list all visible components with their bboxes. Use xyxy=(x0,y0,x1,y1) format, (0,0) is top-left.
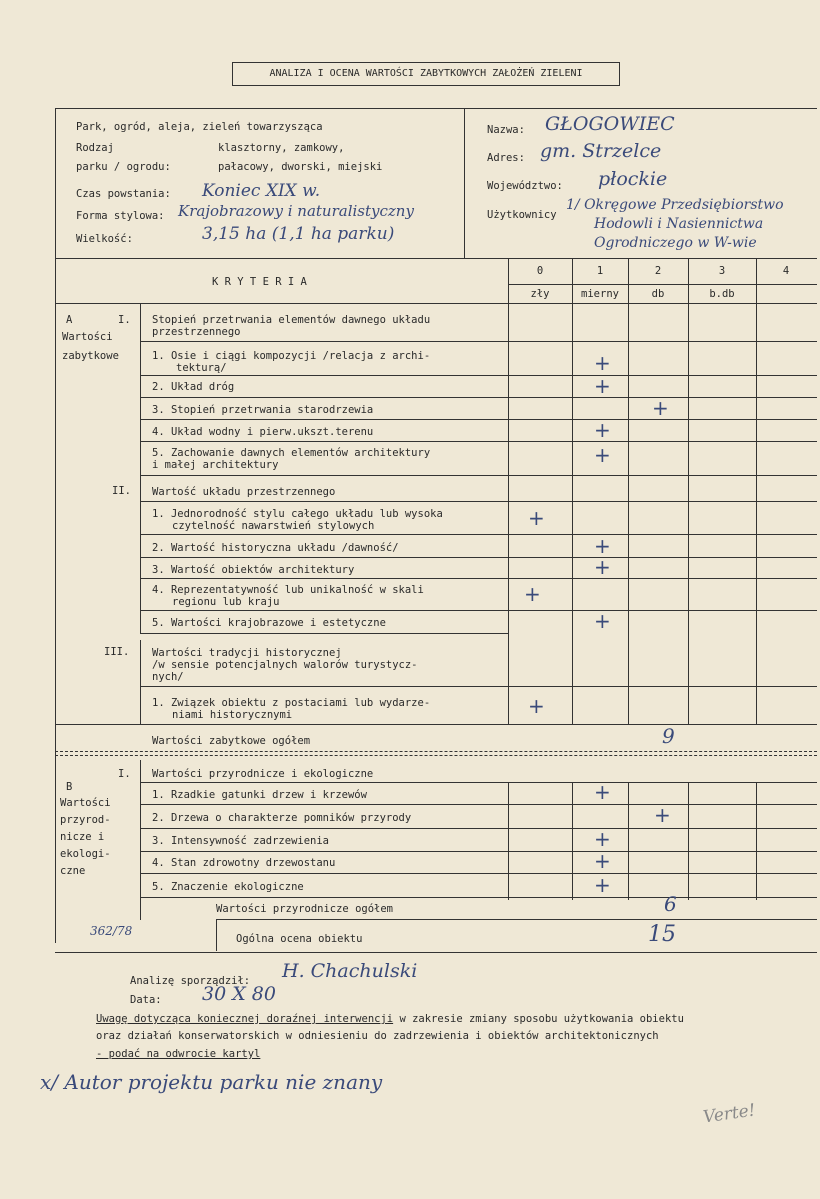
wielkosc-value: 3,15 ha (1,1 ha parku) xyxy=(202,224,395,244)
uwagi-line1a: Uwagę dotycząca koniecznej doraźnej interwencji xyxy=(96,1013,394,1025)
mark-a-II-3: + xyxy=(594,555,611,579)
mark-b-2: + xyxy=(654,803,671,827)
score-label-3: b.db xyxy=(709,288,735,300)
item-b-4: 4. Stan zdrowotny drzewostanu xyxy=(152,857,336,869)
item-a-II-2-l1: 2. Wartość historyczna układu /dawność/ xyxy=(152,542,399,554)
item-b-3: 3. Intensywność zadrzewienia xyxy=(152,835,330,847)
item-b-2: 2. Drzewa o charakterze pomników przyrody xyxy=(152,812,412,824)
section-a-letter: A xyxy=(66,314,73,326)
section-a-total-value: 9 xyxy=(662,724,675,748)
item-a-II-1-l2: czytelność nawarstwień stylowych xyxy=(172,520,375,532)
section-a-I-title-2: przestrzennego xyxy=(152,326,241,338)
uzytkownicy-line1: 1/ Okręgowe Przedsiębiorstwo xyxy=(566,197,784,213)
nazwa-label: Nazwa: xyxy=(487,124,525,136)
section-separator xyxy=(55,751,817,756)
mark-a-I-2: + xyxy=(594,374,611,398)
parku-label: parku / ogrodu: xyxy=(76,161,171,173)
section-b-side1: Wartości xyxy=(60,797,111,809)
czas-label: Czas powstania: xyxy=(76,188,171,200)
mark-a-III-1: + xyxy=(528,694,545,718)
overall-label: Ogólna ocena obiektu xyxy=(236,933,363,945)
forma-value: Krajobrazowy i naturalistyczny xyxy=(178,202,414,220)
mark-a-II-2: + xyxy=(594,534,611,558)
item-a-III-1-l2: niami historycznymi xyxy=(172,709,293,721)
adres-label: Adres: xyxy=(487,152,525,164)
mark-b-3: + xyxy=(594,827,611,851)
rodzaj-line2: pałacowy, dworski, miejski xyxy=(218,161,383,173)
section-a-III-roman: III. xyxy=(104,646,130,658)
item-a-II-4-l1: 4. Reprezentatywność lub unikalność w skali xyxy=(152,584,424,596)
item-b-1: 1. Rzadkie gatunki drzew i krzewów xyxy=(152,789,367,801)
score-label-1: mierny xyxy=(581,288,619,300)
analiza-signature: H. Chachulski xyxy=(282,960,418,982)
item-a-III-1-l1: 1. Związek obiektu z postaciami lub wydarze- xyxy=(152,697,431,709)
data-label: Data: xyxy=(130,994,162,1006)
section-a-side1: Wartości xyxy=(62,331,113,343)
mark-a-I-4: + xyxy=(594,418,611,442)
section-b-total-value: 6 xyxy=(664,892,677,916)
section-a-I-title-1: Stopień przetrwania elementów dawnego układu xyxy=(152,314,431,326)
nazwa-value: GŁOGOWIEC xyxy=(545,113,675,135)
section-a-II-roman: II. xyxy=(112,485,131,497)
item-a-I-3-l1: 3. Stopień przetrwania starodrzewia xyxy=(152,404,374,416)
score-label-2: db xyxy=(651,288,665,300)
section-b-roman: I. xyxy=(118,768,131,780)
section-a-III-title-1: Wartości tradycji historycznej xyxy=(152,647,342,659)
mark-a-II-5: + xyxy=(594,609,611,633)
score-1: 1 xyxy=(596,265,604,277)
score-0: 0 xyxy=(536,265,544,277)
item-a-II-5-l1: 5. Wartości krajobrazowe i estetyczne xyxy=(152,617,386,629)
verte-stamp: Verte! xyxy=(701,1100,757,1128)
item-b-5: 5. Znaczenie ekologiczne xyxy=(152,881,304,893)
analiza-label: Analizę sporządził: xyxy=(130,975,251,987)
item-a-I-1-l1: 1. Osie i ciągi kompozycji /relacja z archi- xyxy=(152,350,431,362)
item-a-I-5-l1: 5. Zachowanie dawnych elementów architektury xyxy=(152,447,431,459)
uzytkownicy-line3: Ogrodniczego w W-wie xyxy=(594,235,757,251)
mark-a-I-5: + xyxy=(594,443,611,467)
item-a-II-3-l1: 3. Wartość obiektów architektury xyxy=(152,564,355,576)
forma-label: Forma stylowa: xyxy=(76,210,165,222)
handwritten-note: x/ Autor projektu parku nie znany xyxy=(40,1070,383,1094)
section-b-side3: nicze i xyxy=(60,831,105,843)
section-b-title: Wartości przyrodnicze i ekologiczne xyxy=(152,768,374,780)
czas-value: Koniec XIX w. xyxy=(202,181,321,201)
rodzaj-line1: klasztorny, zamkowy, xyxy=(218,142,345,154)
uwagi-line1 xyxy=(96,1013,684,1025)
overall-value: 15 xyxy=(648,922,676,947)
uwagi-line1b: w zakresie zmiany sposobu użytkowania obiektu xyxy=(393,1013,684,1025)
mark-a-II-4: + xyxy=(524,582,541,606)
item-a-I-4-l1: 4. Układ wodny i pierw.ukszt.terenu xyxy=(152,426,374,438)
item-a-I-5-l2: i małej architektury xyxy=(152,459,279,471)
section-a-II-title: Wartość układu przestrzennego xyxy=(152,486,336,498)
item-a-I-1-l2: tekturą/ xyxy=(176,362,227,374)
section-b-side5: czne xyxy=(60,865,86,877)
section-a-side2: zabytkowe xyxy=(62,350,119,362)
uwagi-line3: - podać na odwrocie kartyl xyxy=(96,1048,261,1060)
item-a-II-1-l1: 1. Jednorodność stylu całego układu lub wysoka xyxy=(152,508,443,520)
section-a-III-title-3: nych/ xyxy=(152,671,184,683)
section-a-roman: I. xyxy=(118,314,131,326)
mark-b-1: + xyxy=(594,780,611,804)
score-4: 4 xyxy=(782,265,790,277)
mark-b-5: + xyxy=(594,873,611,897)
item-a-I-2-l1: 2. Układ dróg xyxy=(152,381,235,393)
mark-a-II-1: + xyxy=(528,506,545,530)
mark-a-I-1: + xyxy=(594,351,611,375)
section-b-letter: B xyxy=(66,781,73,793)
mark-b-4: + xyxy=(594,849,611,873)
section-a-III-title-2: /w sensie potencjalnych walorów turystycz- xyxy=(152,659,418,671)
uwagi-line2: oraz działań konserwatorskich w odniesieniu do zadrzewienia i obiektów architektonicznych xyxy=(96,1030,659,1042)
data-value: 30 X 80 xyxy=(202,983,276,1005)
wojewodztwo-label: Województwo: xyxy=(487,180,563,192)
uzytkownicy-label: Użytkownicy xyxy=(487,209,557,221)
section-a-total-label: Wartości zabytkowe ogółem xyxy=(152,735,311,747)
item-a-II-4-l2: regionu lub kraju xyxy=(172,596,280,608)
form-title: ANALIZA I OCENA WARTOŚCI ZABYTKOWYCH ZAŁOŻEŃ ZIELENI xyxy=(269,68,583,79)
score-2: 2 xyxy=(654,265,662,277)
section-b-side4: ekologi- xyxy=(60,848,111,860)
rodzaj-label: Rodzaj xyxy=(76,142,114,154)
wielkosc-label: Wielkość: xyxy=(76,233,133,245)
adres-value: gm. Strzelce xyxy=(540,140,662,162)
kryteria-header: K R Y T E R I A xyxy=(212,276,307,288)
uzytkownicy-line2: Hodowli i Nasiennictwa xyxy=(594,216,764,232)
wojewodztwo-value: płockie xyxy=(598,168,668,190)
section-b-side2: przyrod- xyxy=(60,814,111,826)
score-3: 3 xyxy=(718,265,726,277)
mark-a-I-3: + xyxy=(652,396,669,420)
catalog-number: 362/78 xyxy=(90,924,133,938)
section-b-total-label: Wartości przyrodnicze ogółem xyxy=(216,903,394,915)
park-type-line: Park, ogród, aleja, zieleń towarzysząca xyxy=(76,121,323,133)
score-label-0: zły xyxy=(530,288,550,300)
